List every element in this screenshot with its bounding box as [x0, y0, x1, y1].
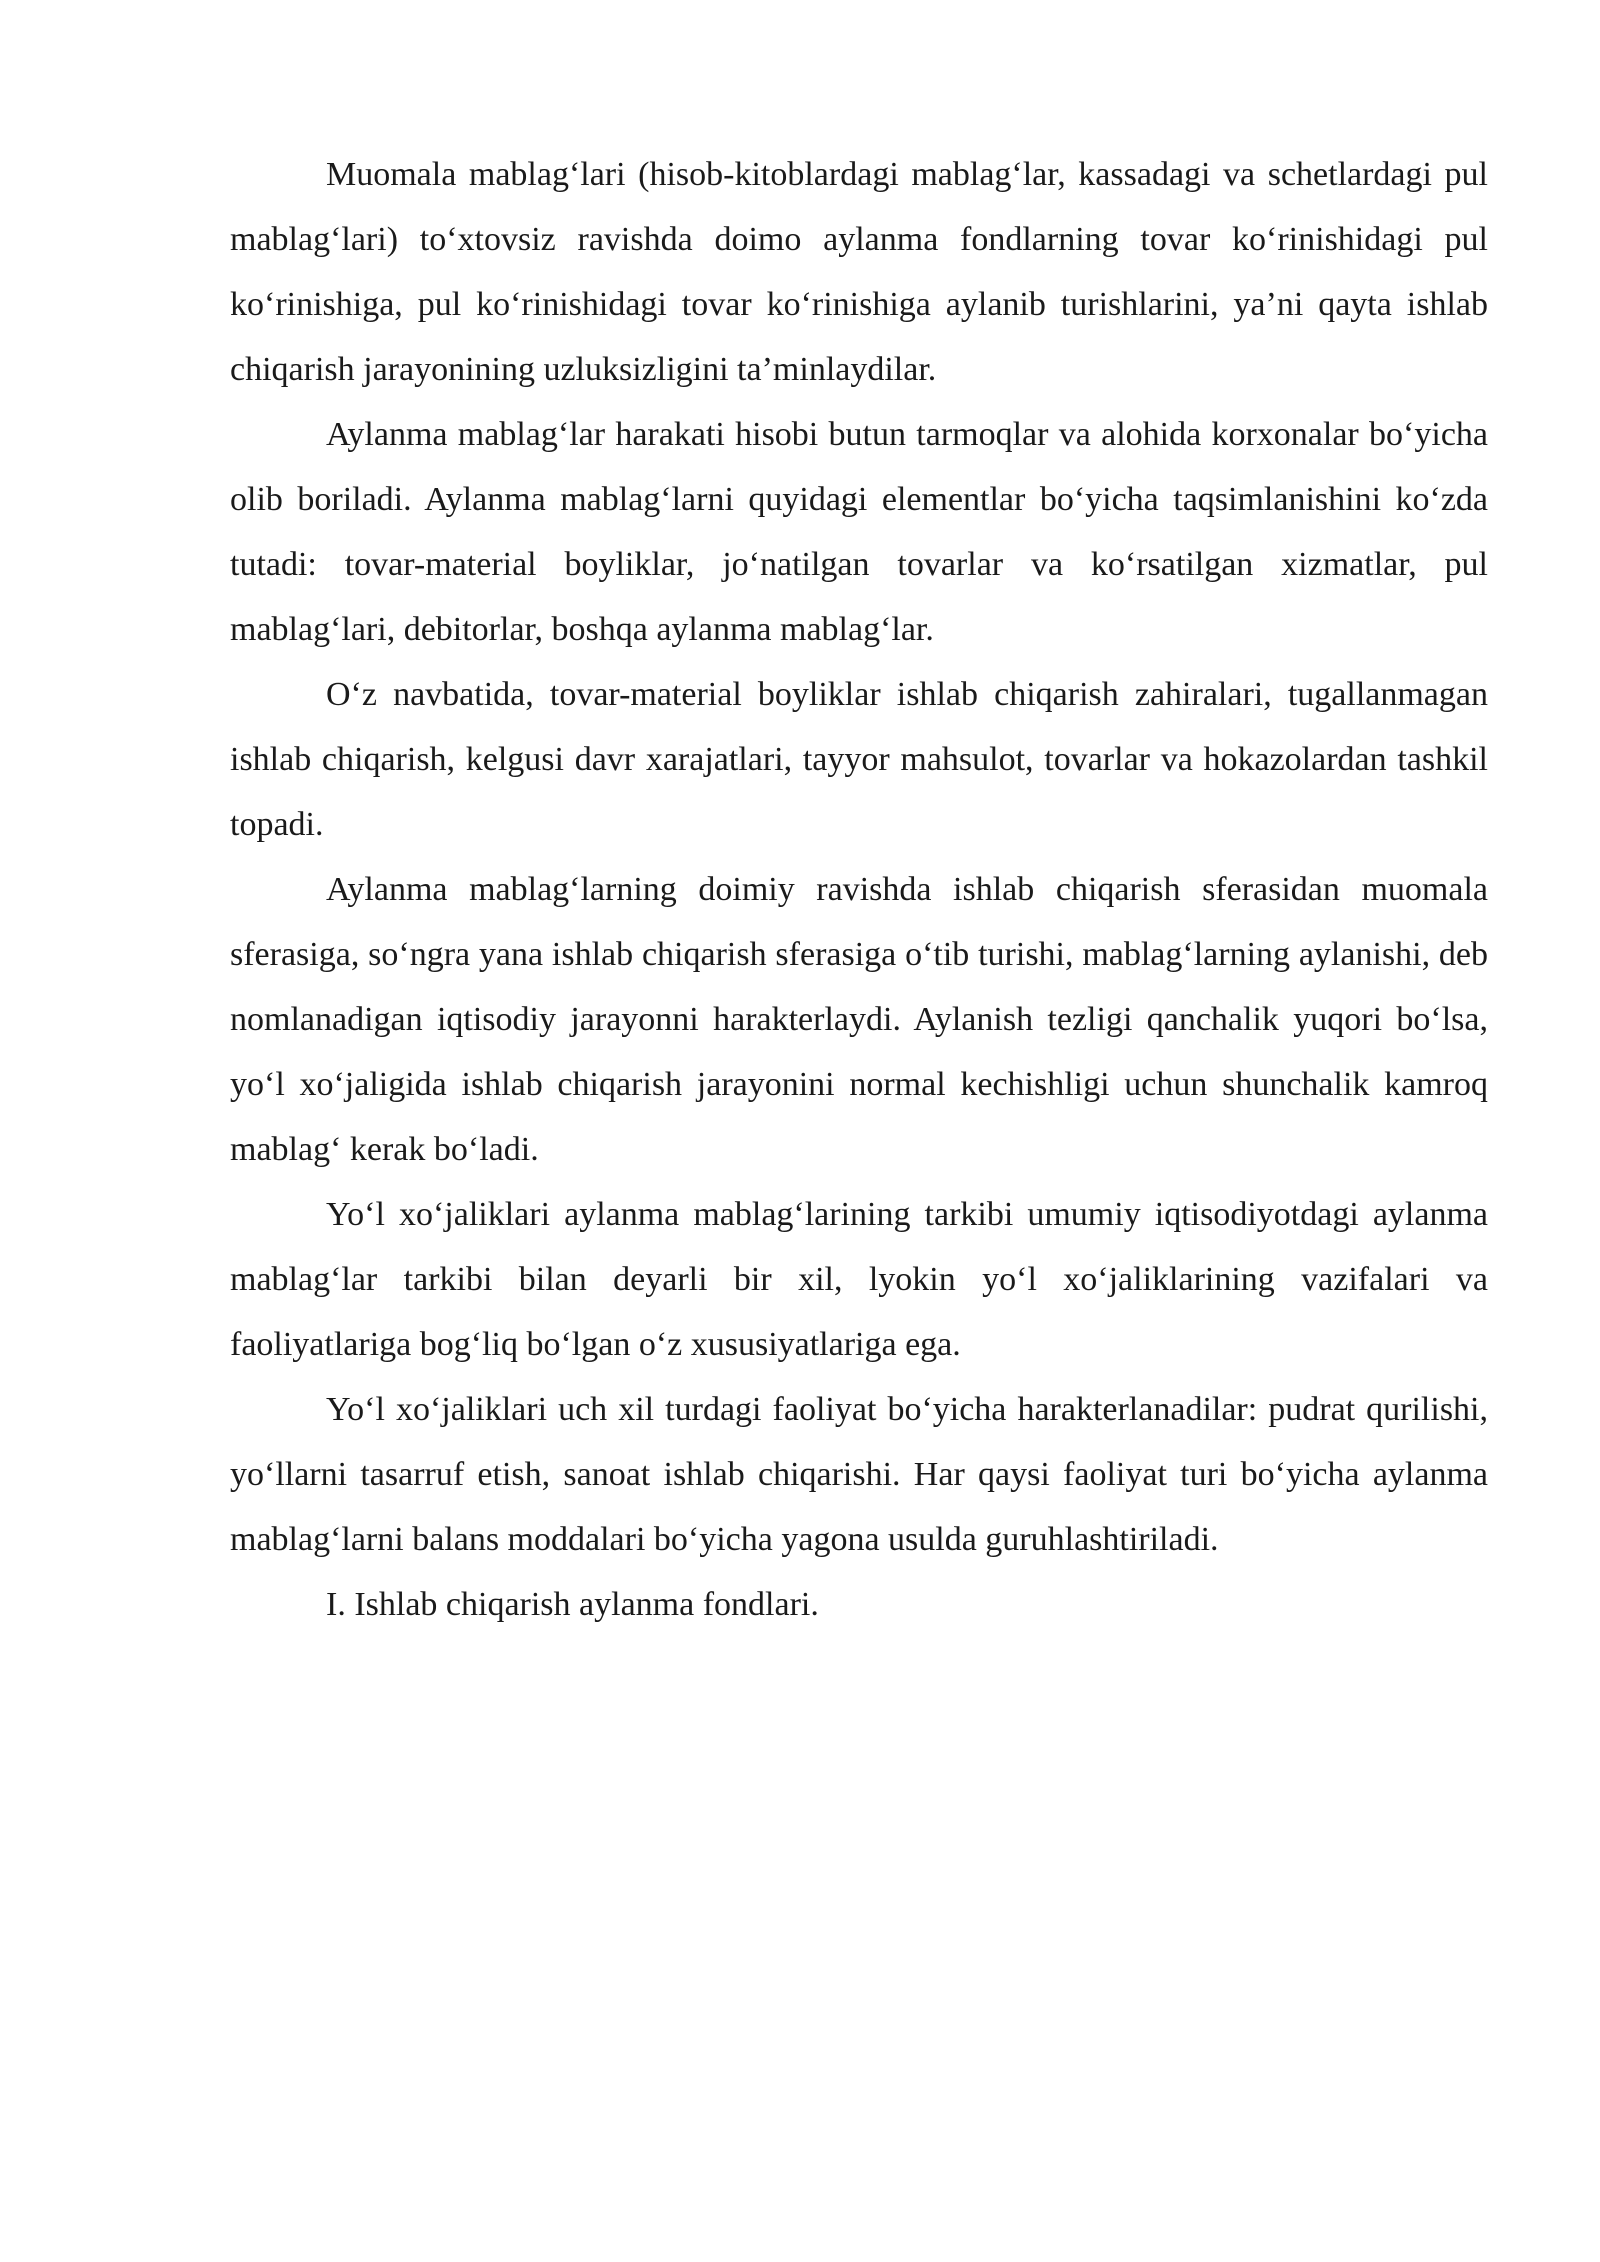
paragraph-tovar-material-boyliklar: O‘z navbatida, tovar-material boyliklar ishlab chiqarish zahiralari, tugallanmagan ishlab chiqarish, kelgusi davr xarajatlari, tayyor mahsulot, tovarlar va hokazolardan tashkil topadi. — [230, 676, 1488, 843]
paragraph-aylanma-mablaglar-harakati: Aylanma mablag‘lar harakati hisobi butun tarmoqlar va alohida korxonalar bo‘yicha olib boriladi. Aylanma mablag‘larni quyidagi elementlar bo‘yicha taqsimlanishini ko‘zda tutadi: tovar-material boyliklar, jo‘natilgan tovarlar va ko‘rsatilgan xizmatlar, pul mablag‘lari, debitorlar, boshqa aylanma mablag‘lar. — [230, 416, 1488, 648]
section-heading-ishlab-chiqarish-fondlari: I. Ishlab chiqarish aylanma fondlari. — [326, 1586, 819, 1623]
document-body — [230, 142, 1488, 1637]
paragraph-muomala-mablaglari: Muomala mablag‘lari (hisob-kitoblardagi mablag‘lar, kassadagi va schetlardagi pul mablag‘lari) to‘xtovsiz ravishda doimo aylanma fondlarning tovar ko‘rinishidagi pul ko‘rinishiga, pul ko‘rinishidagi tovar ko‘rinishiga aylanib turishlarini, ya’ni qayta ishlab chiqarish jarayonining uzluksizligini ta’minlaydilar. — [230, 156, 1488, 388]
paragraph-faoliyat-turlari: Yo‘l xo‘jaliklari uch xil turdagi faoliyat bo‘yicha harakterlanadilar: pudrat qurilishi, yo‘llarni tasarruf etish, sanoat ishlab chiqarishi. Har qaysi faoliyat turi bo‘yicha aylanma mablag‘larni balans moddalari bo‘yicha yagona usulda guruhlashtiriladi. — [230, 1391, 1488, 1558]
paragraph-yol-xojaliklari-tarkibi: Yo‘l xo‘jaliklari aylanma mablag‘larining tarkibi umumiy iqtisodiyotdagi aylanma mablag‘lar tarkibi bilan deyarli bir xil, lyokin yo‘l xo‘jaliklarining vazifalari va faoliyatlariga bog‘liq bo‘lgan o‘z xususiyatlariga ega. — [230, 1196, 1488, 1363]
paragraph-mablaglarning-aylanishi: Aylanma mablag‘larning doimiy ravishda ishlab chiqarish sferasidan muomala sferasiga, so‘ngra yana ishlab chiqarish sferasiga o‘tib turishi, mablag‘larning aylanishi, deb nomlanadigan iqtisodiy jarayonni harakterlaydi. Aylanish tezligi qanchalik yuqori bo‘lsa, yo‘l xo‘jaligida ishlab chiqarish jarayonini normal kechishligi uchun shunchalik kamroq mablag‘ kerak bo‘ladi. — [230, 871, 1488, 1168]
